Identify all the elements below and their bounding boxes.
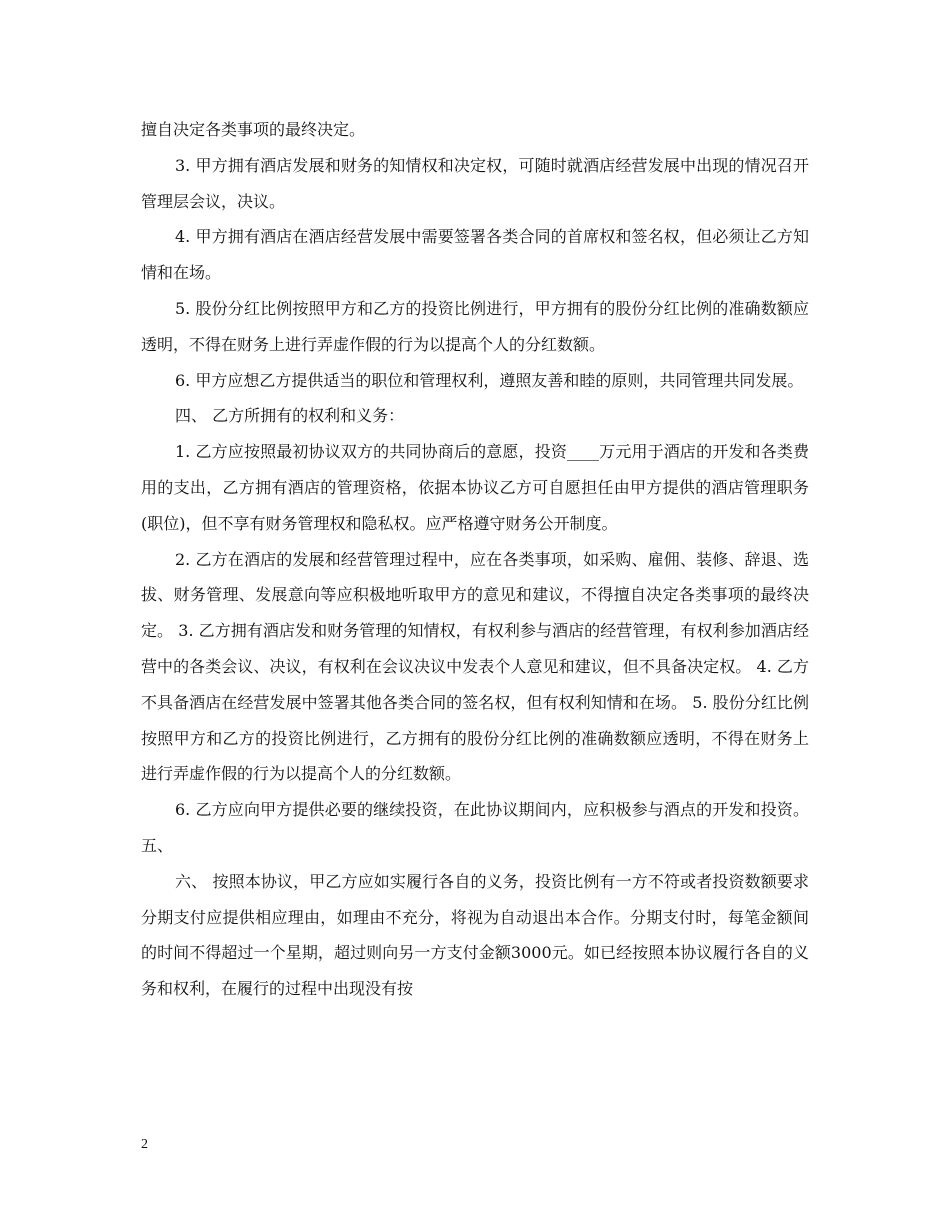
paragraph-0: 擅自决定各类事项的最终决定。 <box>141 120 366 139</box>
page-number: 2 <box>141 1137 148 1152</box>
paragraph-3: 5. 股份分红比例按照甲方和乙方的投资比例进行，甲方拥有的股份分红比例的准确数额应透明，不得在财务上进行弄虚作假的行为以提高个人的分红数额。 <box>141 298 809 354</box>
document-body <box>141 112 809 1007</box>
paragraph-4: 6. 甲方应想乙方提供适当的职位和管理权利，遵照友善和睦的原则，共同管理共同发展。 <box>175 370 804 390</box>
paragraph-7: 2. 乙方在酒店的发展和经营管理过程中，应在各类事项，如采购、雇佣、装修、辞退、选拔、财务管理、发展意向等应积极地听取甲方的意见和建议，不得擅自决定各类事项的最终决定。 3. 乙方拥有酒店发和财务管理的知情权，有权利参与酒店的经营管理，有权利参加酒店经营中的各类会议、决议，有权利在会议决议中发表个人意见和建议，但不具备决定权。 4. 乙方不具备酒店在经营发展中签署其他各类合同的签名权，但有权利知情和在场。 5. 股份分红比例按照甲方和乙方的投资比例进行，乙方拥有的股份分红比例的准确数额应透明，不得在财务上进行弄虚作假的行为以提高个人的分红数额。 <box>141 549 809 784</box>
paragraph-1: 3. 甲方拥有酒店发展和财务的知情权和决定权，可随时就酒店经营发展中出现的情况召开管理层会议，决议。 <box>141 155 809 211</box>
paragraph-9: 六、 按照本协议，甲乙方应如实履行各自的义务，投资比例有一方不符或者投资数额要求分期支付应提供相应理由，如理由不充分，将视为自动退出本合作。分期支付时，每笔金额间的时间不得超过一个星期，超过则向另一方支付金额3000元。如已经按照本协议履行各自的义务和权利，在履行的过程中出现没有按 <box>141 871 809 999</box>
paragraph-6: 1. 乙方应按照最初协议双方的共同协商后的意愿，投资____万元用于酒店的开发和各类费用的支出，乙方拥有酒店的管理资格，依据本协议乙方可自愿担任由甲方提供的酒店管理职务(职位)，但不享有财务管理权和隐私权。应严格遵守财务公开制度。 <box>141 442 809 533</box>
section-heading-4: 四、 乙方所拥有的权利和义务： <box>175 406 405 426</box>
paragraph-2: 4. 甲方拥有酒店在酒店经营发展中需要签署各类合同的首席权和签名权，但必须让乙方知情和在场。 <box>141 227 809 283</box>
paragraph-8: 6. 乙方应向甲方提供必要的继续投资，在此协议期间内，应积极参与酒点的开发和投资。 五、 <box>141 800 809 855</box>
